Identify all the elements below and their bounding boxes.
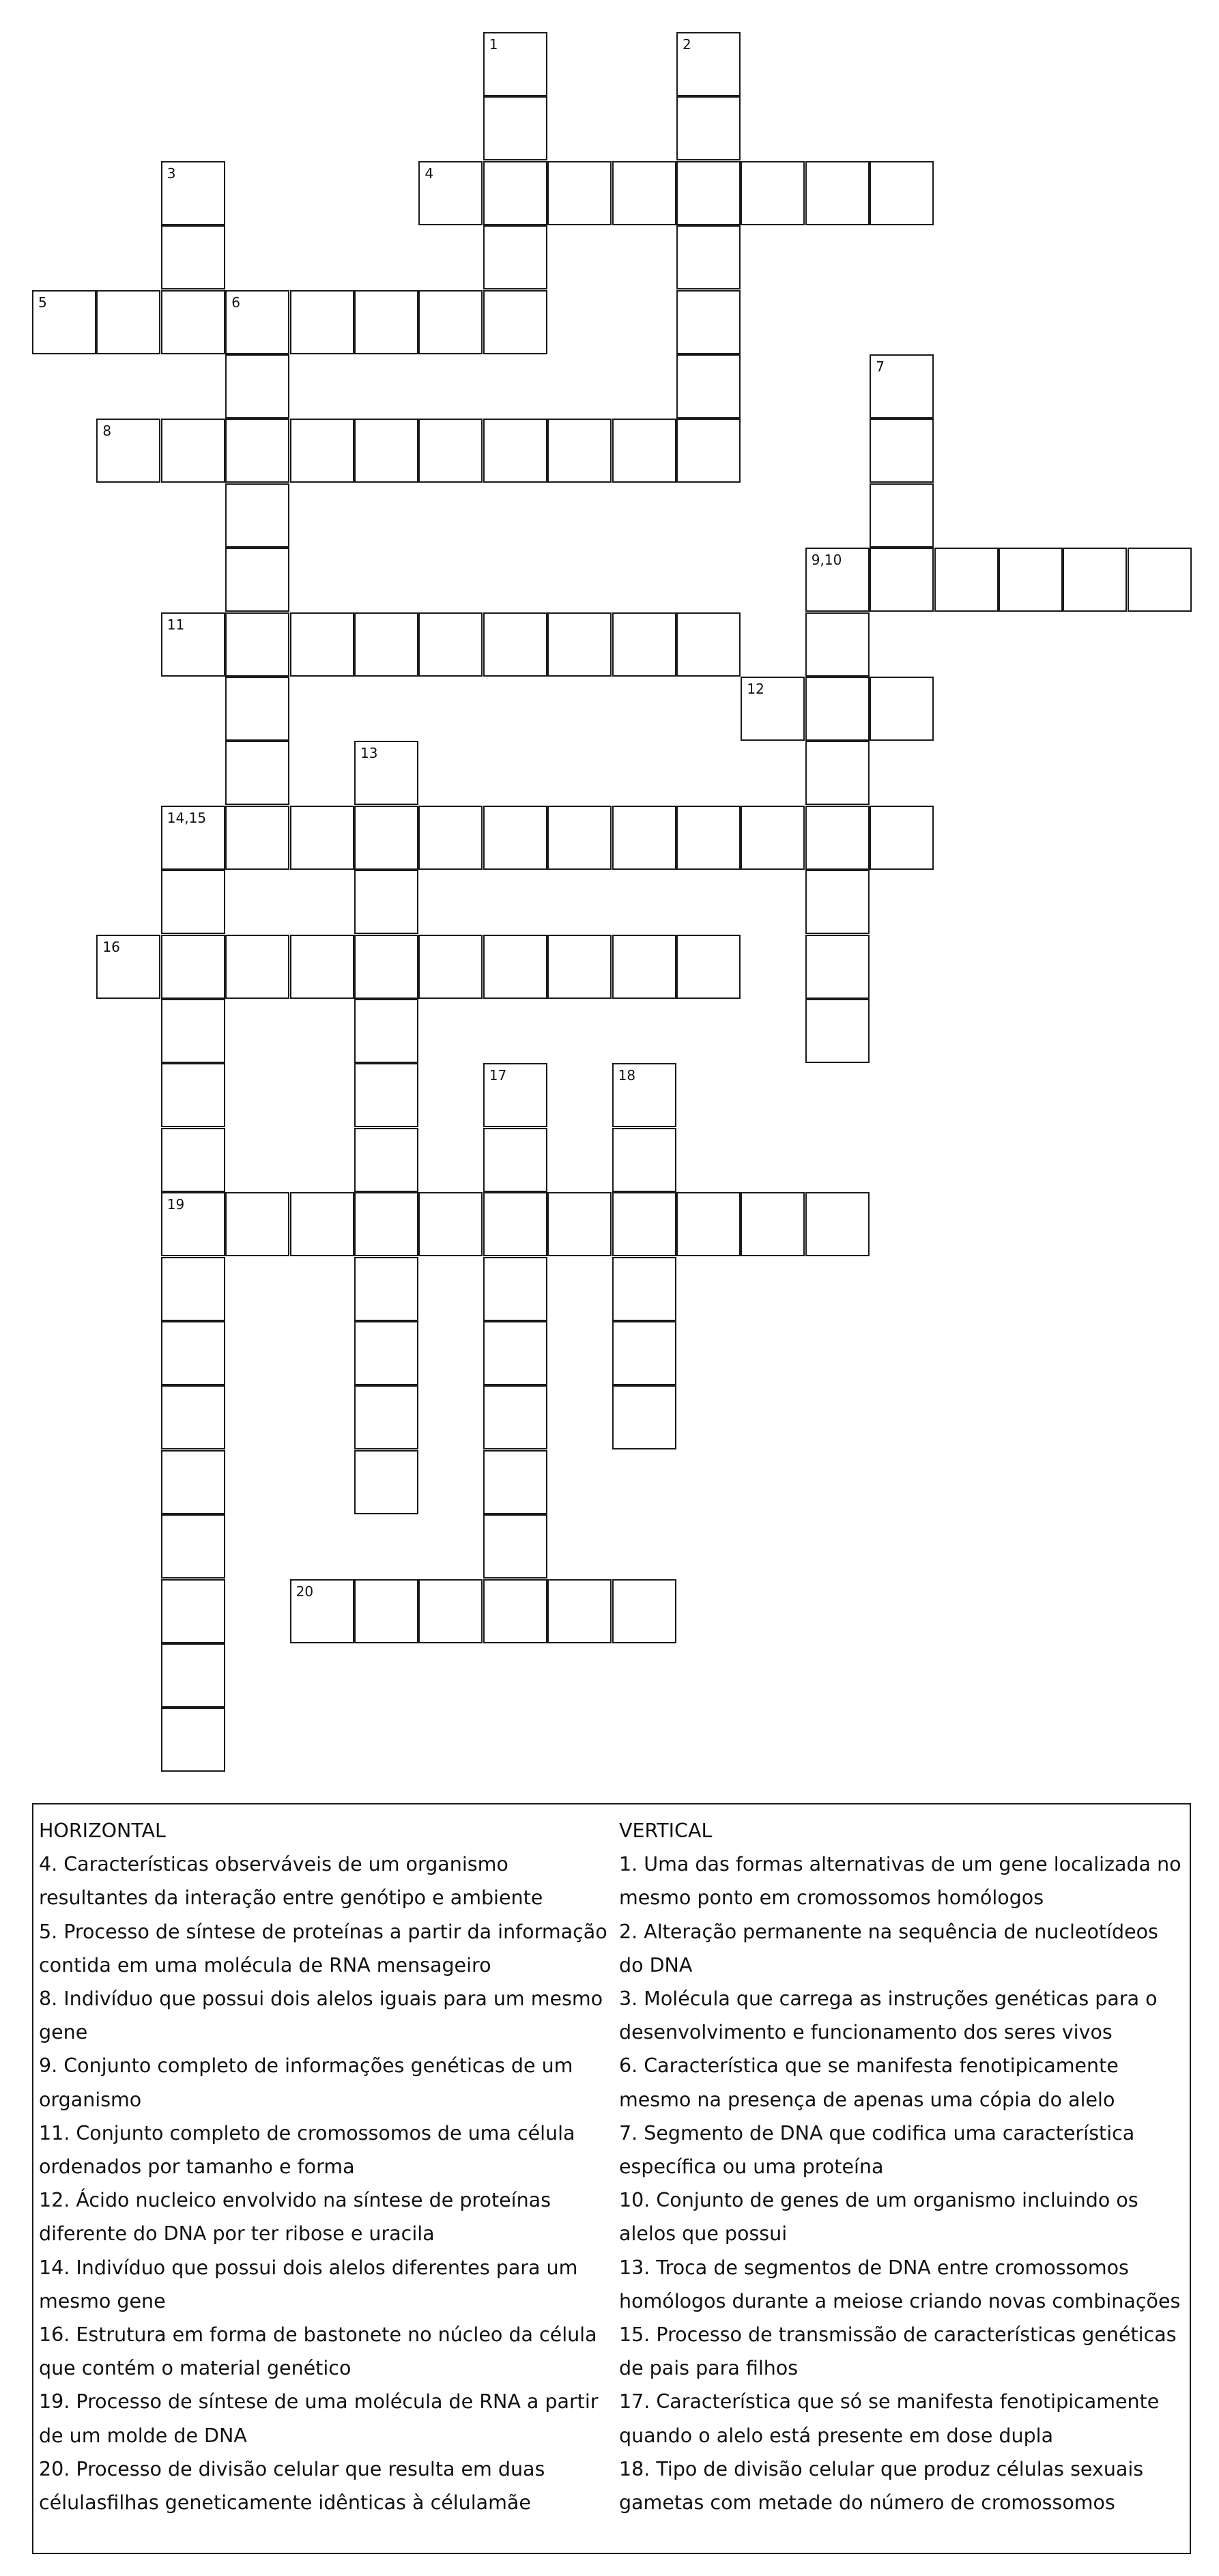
crossword-cell[interactable] [225, 1192, 289, 1256]
crossword-cell[interactable] [676, 935, 741, 999]
crossword-cell[interactable] [161, 999, 225, 1063]
crossword-cell[interactable] [418, 1192, 483, 1256]
clue-number: 3 [167, 165, 176, 182]
clue-vertical-7: 7. Segmento de DNA que codifica uma característica específica ou uma proteína [619, 2121, 1135, 2179]
crossword-cell[interactable] [805, 677, 870, 741]
crossword-cell[interactable] [290, 1192, 354, 1256]
crossword-cell[interactable] [741, 677, 805, 741]
horizontal-clues [39, 1814, 609, 2519]
crossword-cell[interactable] [161, 935, 225, 999]
crossword-cell[interactable] [418, 290, 483, 354]
crossword-cell[interactable] [354, 1579, 418, 1643]
clue-horizontal-20: 20. Processo de divisão celular que resulta em duas célulasfilhas geneticamente idênticas à célulamãe [39, 2457, 545, 2515]
crossword-cell[interactable] [483, 96, 547, 160]
crossword-cell[interactable] [741, 806, 805, 870]
crossword-cell[interactable] [547, 806, 612, 870]
crossword-cell[interactable] [290, 419, 354, 483]
crossword-cell[interactable] [676, 806, 741, 870]
crossword-cell[interactable] [290, 806, 354, 870]
crossword-cell[interactable] [547, 1192, 612, 1256]
crossword-cell[interactable] [483, 1192, 547, 1256]
crossword-cell[interactable] [741, 161, 805, 225]
crossword-cell[interactable] [612, 1128, 676, 1192]
crossword-cell[interactable] [290, 612, 354, 677]
crossword-cell[interactable] [161, 161, 225, 225]
crossword-cell[interactable] [612, 1192, 676, 1256]
clue-horizontal-8: 8. Indivíduo que possui dois alelos iguais para um mesmo gene [39, 1987, 603, 2044]
crossword-cell[interactable] [870, 483, 934, 548]
crossword-cell[interactable] [96, 290, 160, 354]
clue-horizontal-19: 19. Processo de síntese de uma molécula de RNA a partir de um molde de DNA [39, 2390, 599, 2447]
crossword-cell[interactable] [354, 1192, 418, 1256]
crossword-cell[interactable] [96, 419, 160, 483]
crossword-cell[interactable] [161, 1579, 225, 1643]
clue-number: 6 [231, 294, 240, 311]
clue-number: 4 [425, 165, 434, 182]
crossword-cell[interactable] [1063, 548, 1127, 612]
crossword-cell[interactable] [483, 1385, 547, 1449]
crossword-cell[interactable] [805, 870, 870, 934]
crossword-cell[interactable] [483, 225, 547, 289]
clue-horizontal-12: 12. Ácido nucleico envolvido na síntese de proteínas diferente do DNA por ter ribose e uracila [39, 2189, 551, 2246]
crossword-cell[interactable] [676, 161, 741, 225]
clue-number: 7 [876, 358, 885, 375]
clue-horizontal-4: 4. Características observáveis de um organismo resultantes da interação entre genótipo e ambiente [39, 1853, 543, 1910]
crossword-cell[interactable] [418, 419, 483, 483]
crossword-cell[interactable] [354, 1128, 418, 1192]
crossword-cell[interactable] [418, 806, 483, 870]
crossword-cell[interactable] [483, 806, 547, 870]
crossword-cell[interactable] [547, 1579, 612, 1643]
clue-horizontal-16: 16. Estrutura em forma de bastonete no núcleo da célula que contém o material genético [39, 2323, 597, 2380]
crossword-cell[interactable] [870, 806, 934, 870]
crossword-cell[interactable] [225, 354, 289, 419]
clue-horizontal-9: 9. Conjunto completo de informações genéticas de um organismo [39, 2054, 573, 2111]
crossword-cell[interactable] [354, 1063, 418, 1127]
crossword-cell[interactable] [354, 1450, 418, 1514]
vertical-clues [619, 1814, 1187, 2519]
crossword-cell[interactable] [354, 419, 418, 483]
clue-horizontal-5: 5. Processo de síntese de proteínas a partir da informação contida em uma molécula de RNA mensageiro [39, 1920, 607, 1977]
crossword-cell[interactable] [870, 354, 934, 419]
crossword-cell[interactable] [934, 548, 999, 612]
crossword-cell[interactable] [870, 677, 934, 741]
crossword-cell[interactable] [483, 32, 547, 96]
crossword-cell[interactable] [1128, 548, 1192, 612]
crossword-cell[interactable] [483, 290, 547, 354]
clue-vertical-1: 1. Uma das formas alternativas de um gene localizada no mesmo ponto em cromossomos homólogos [619, 1853, 1181, 1910]
crossword-cell[interactable] [161, 1385, 225, 1449]
crossword-cell[interactable] [870, 548, 934, 612]
crossword-cell[interactable] [483, 1063, 547, 1127]
crossword-cell[interactable] [354, 870, 418, 934]
clue-vertical-15: 15. Processo de transmissão de características genéticas de pais para filhos [619, 2323, 1177, 2380]
crossword-cell[interactable] [676, 419, 741, 483]
crossword-cell[interactable] [612, 1063, 676, 1127]
crossword-cell[interactable] [612, 612, 676, 677]
crossword-cell[interactable] [225, 483, 289, 548]
crossword-cell[interactable] [805, 935, 870, 999]
crossword-cell[interactable] [612, 935, 676, 999]
crossword-cell[interactable] [612, 1385, 676, 1449]
crossword-cell[interactable] [225, 419, 289, 483]
crossword-cell[interactable] [870, 419, 934, 483]
crossword-cell[interactable] [354, 290, 418, 354]
crossword-cell[interactable] [483, 1514, 547, 1579]
crossword-cell[interactable] [676, 1192, 741, 1256]
crossword-cell[interactable] [354, 1385, 418, 1449]
crossword-cell[interactable] [483, 1579, 547, 1643]
crossword-cell[interactable] [418, 612, 483, 677]
crossword-cell[interactable] [612, 161, 676, 225]
clue-vertical-13: 13. Troca de segmentos de DNA entre cromossomos homólogos durante a meiose criando novas combinações [619, 2256, 1181, 2312]
crossword-cell[interactable] [225, 806, 289, 870]
crossword-cell[interactable] [547, 612, 612, 677]
crossword-cell[interactable] [676, 612, 741, 677]
crossword-cell[interactable] [225, 548, 289, 612]
crossword-cell[interactable] [676, 225, 741, 289]
crossword-cell[interactable] [612, 806, 676, 870]
clue-horizontal-11: 11. Conjunto completo de cromossomos de uma célula ordenados por tamanho e forma [39, 2121, 575, 2179]
clue-vertical-17: 17. Característica que só se manifesta fenotipicamente quando o alelo está presente em dose dupla [619, 2390, 1160, 2447]
crossword-cell[interactable] [161, 225, 225, 289]
crossword-cell[interactable] [418, 1579, 483, 1643]
crossword-cell[interactable] [483, 1450, 547, 1514]
crossword-cell[interactable] [547, 935, 612, 999]
crossword-cell[interactable] [612, 419, 676, 483]
crossword-cell[interactable] [161, 1063, 225, 1127]
crossword-cell[interactable] [483, 1128, 547, 1192]
crossword-cell[interactable] [676, 96, 741, 160]
clue-number: 9,10 [811, 552, 842, 569]
horizontal-heading: HORIZONTAL [39, 1820, 166, 1842]
crossword-cell[interactable] [805, 806, 870, 870]
clue-number: 19 [167, 1196, 185, 1213]
clue-vertical-2: 2. Alteração permanente na sequência de nucleotídeos do DNA [619, 1920, 1158, 1977]
crossword-cell[interactable] [161, 1128, 225, 1192]
crossword-cell[interactable] [483, 935, 547, 999]
crossword-cell[interactable] [161, 1192, 225, 1256]
crossword-cell[interactable] [805, 161, 870, 225]
crossword-cell[interactable] [161, 1257, 225, 1321]
crossword-cell[interactable] [483, 161, 547, 225]
clue-number: 17 [489, 1067, 507, 1084]
clues-box [32, 1803, 1191, 2554]
crossword-cell[interactable] [870, 161, 934, 225]
crossword-cell[interactable] [354, 999, 418, 1063]
crossword-cell[interactable] [612, 1579, 676, 1643]
clue-number: 13 [360, 745, 378, 762]
clue-number: 14,15 [167, 809, 207, 826]
crossword-cell[interactable] [483, 1321, 547, 1385]
crossword-cell[interactable] [805, 548, 870, 612]
clue-number: 8 [102, 423, 112, 440]
clue-number: 5 [38, 294, 47, 311]
crossword-cell[interactable] [483, 419, 547, 483]
clue-number: 16 [102, 938, 120, 955]
crossword-cell[interactable] [161, 806, 225, 870]
vertical-heading: VERTICAL [619, 1820, 713, 1842]
crossword-cell[interactable] [161, 1514, 225, 1579]
crossword-cell[interactable] [225, 290, 289, 354]
crossword-cell[interactable] [225, 612, 289, 677]
crossword-cell[interactable] [741, 1192, 805, 1256]
clue-number: 12 [747, 681, 764, 697]
clue-vertical-3: 3. Molécula que carrega as instruções genéticas para o desenvolvimento e funcionamento dos seres vivos [619, 1987, 1158, 2044]
crossword-cell[interactable] [483, 612, 547, 677]
clue-vertical-6: 6. Característica que se manifesta fenotipicamente mesmo na presença de apenas uma cópia do alelo [619, 2054, 1119, 2111]
crossword-cell[interactable] [32, 290, 96, 354]
crossword-cell[interactable] [354, 741, 418, 805]
crossword-cell[interactable] [161, 1708, 225, 1772]
crossword-cell[interactable] [676, 32, 741, 96]
crossword-cell[interactable] [161, 1450, 225, 1514]
clue-number: 2 [683, 36, 691, 53]
crossword-cell[interactable] [547, 161, 612, 225]
crossword-cell[interactable] [161, 1643, 225, 1708]
crossword-cell[interactable] [290, 935, 354, 999]
crossword-cell[interactable] [483, 1257, 547, 1321]
clue-vertical-10: 10. Conjunto de genes de um organismo incluindo os alelos que possui [619, 2189, 1138, 2246]
crossword-cell[interactable] [354, 806, 418, 870]
clue-vertical-18: 18. Tipo de divisão celular que produz células sexuais gametas com metade do número de cromossomos [619, 2457, 1144, 2515]
crossword-cell[interactable] [676, 290, 741, 354]
crossword-cell[interactable] [676, 354, 741, 419]
crossword-cell[interactable] [805, 999, 870, 1063]
crossword-cell[interactable] [161, 419, 225, 483]
crossword-cell[interactable] [225, 677, 289, 741]
crossword-cell[interactable] [805, 1192, 870, 1256]
clue-number: 20 [296, 1583, 314, 1600]
crossword-cell[interactable] [354, 612, 418, 677]
clue-horizontal-14: 14. Indivíduo que possui dois alelos diferentes para um mesmo gene [39, 2256, 578, 2312]
crossword-cell[interactable] [354, 935, 418, 999]
crossword-cell[interactable] [547, 419, 612, 483]
crossword-cell[interactable] [805, 612, 870, 677]
crossword-cell[interactable] [161, 290, 225, 354]
crossword-cell[interactable] [225, 935, 289, 999]
clue-number: 18 [618, 1067, 636, 1084]
crossword-cell[interactable] [805, 741, 870, 805]
crossword-cell[interactable] [290, 1579, 354, 1643]
crossword-cell[interactable] [612, 1257, 676, 1321]
clue-number: 11 [167, 616, 185, 633]
crossword-cell[interactable] [418, 935, 483, 999]
crossword-cell[interactable] [96, 935, 160, 999]
crossword-cell[interactable] [999, 548, 1063, 612]
crossword-cell[interactable] [354, 1321, 418, 1385]
crossword-cell[interactable] [161, 1321, 225, 1385]
crossword-cell[interactable] [225, 741, 289, 805]
crossword-cell[interactable] [161, 870, 225, 934]
clue-number: 1 [489, 36, 498, 53]
crossword-cell[interactable] [290, 290, 354, 354]
crossword-cell[interactable] [354, 1257, 418, 1321]
crossword-cell[interactable] [612, 1321, 676, 1385]
crossword-cell[interactable] [161, 612, 225, 677]
crossword-cell[interactable] [418, 161, 483, 225]
